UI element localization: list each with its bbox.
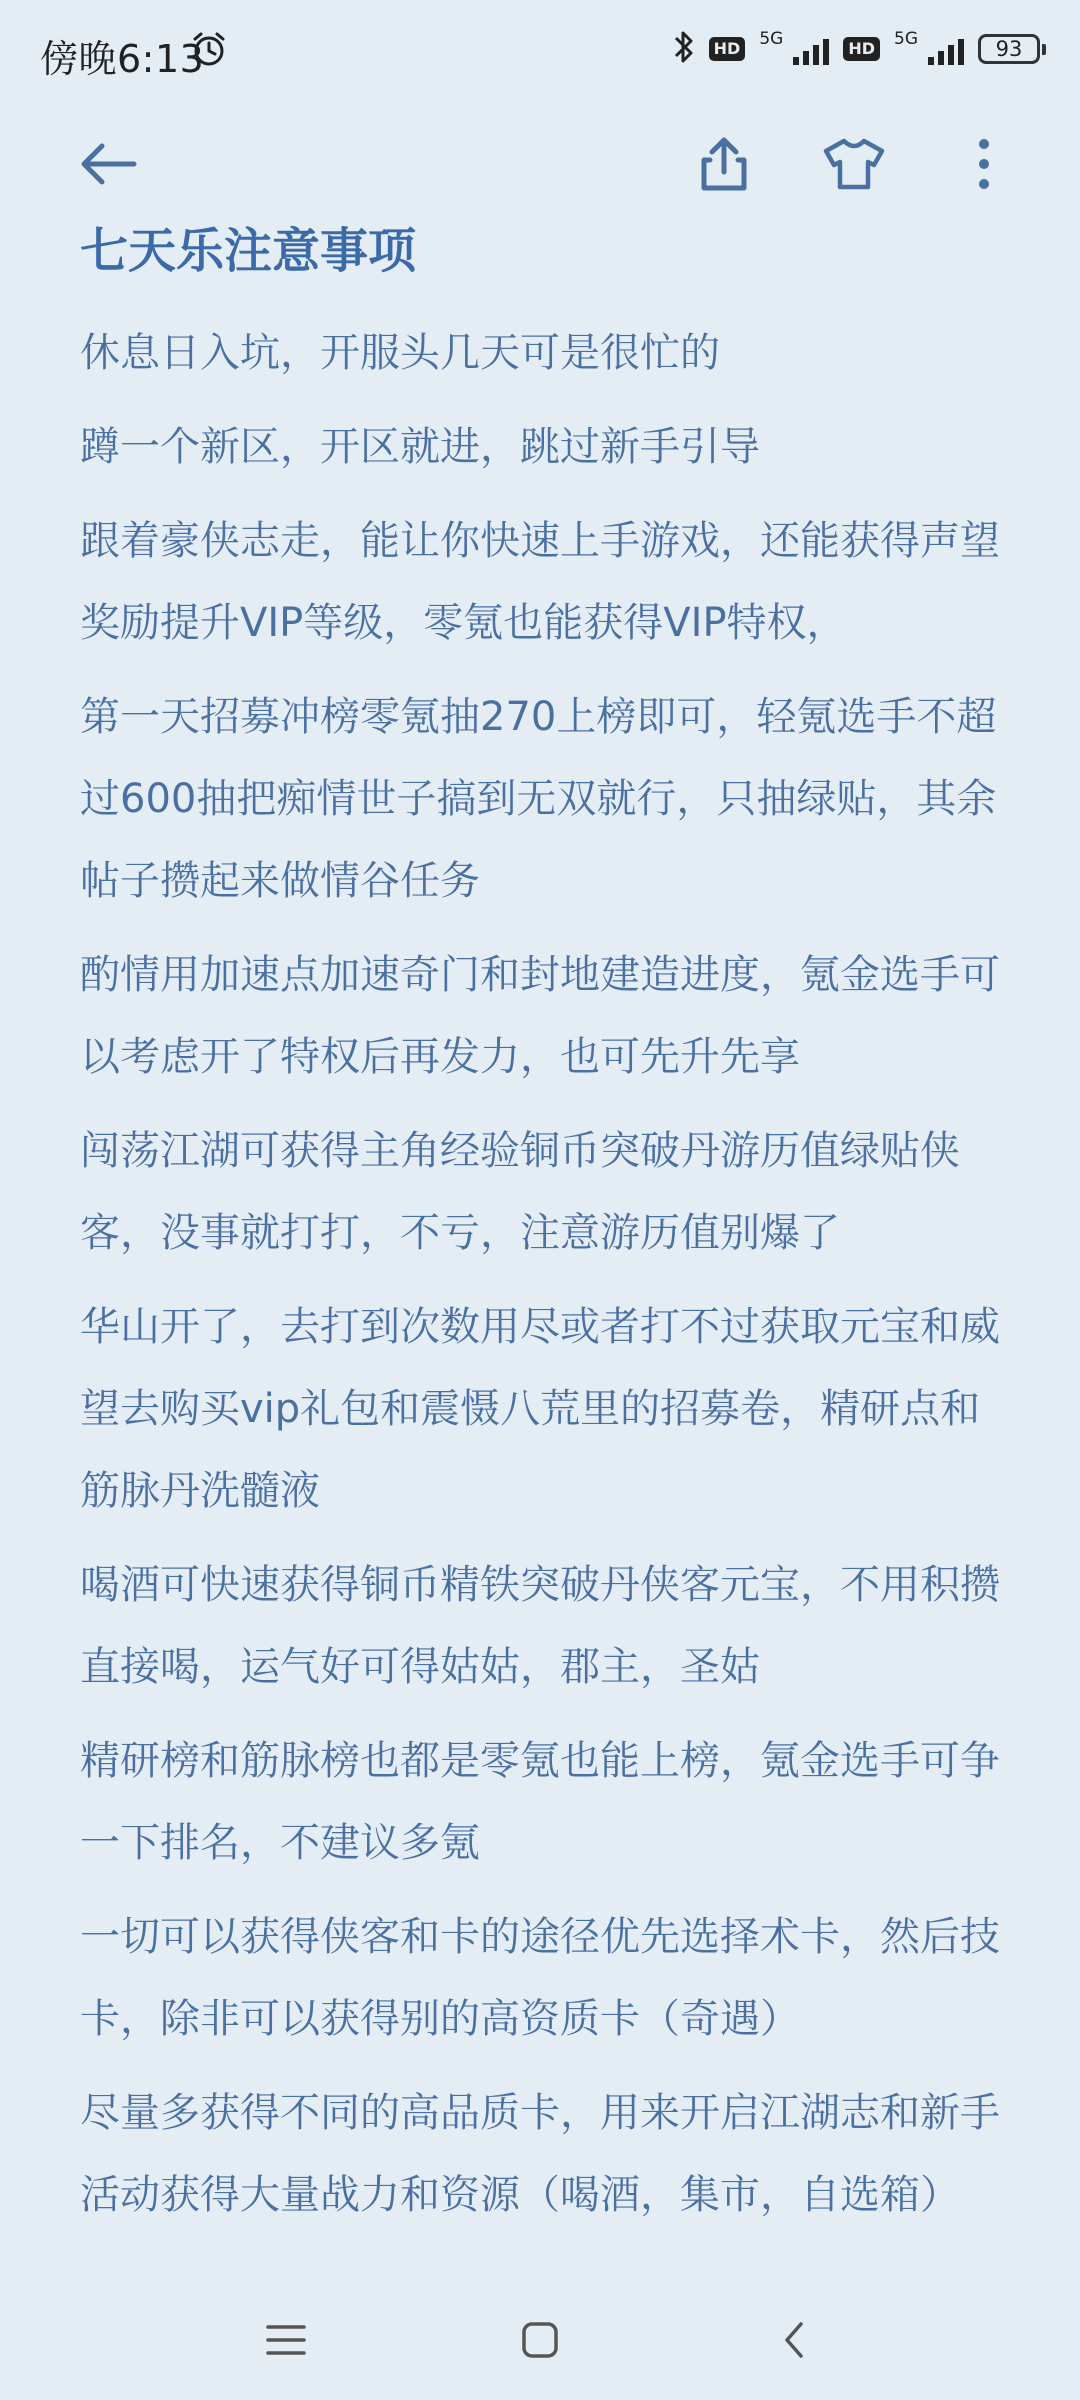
network-type-label: 5G (759, 29, 784, 49)
signal-5g-1 (759, 29, 829, 69)
status-indicators (673, 28, 1040, 70)
more-icon[interactable] (950, 130, 1018, 198)
system-nav-bar (0, 2290, 1080, 2380)
network-type-label: 5G (894, 29, 918, 49)
note-paragraph: 第一天招募冲榜零氪抽270上榜即可，轻氪选手不超过600抽把痴情世子搞到无双就行，只抽绿贴，其余帖子攒起来做情谷任务 (80, 694, 997, 904)
note-paragraph: 蹲一个新区，开区就进，跳过新手引导 (80, 424, 760, 470)
hd-badge: HD (709, 37, 746, 61)
note-paragraph: 跟着豪侠志走，能让你快速上手游戏，还能获得声望奖励提升VIP等级，零氪也能获得VIP特权， (80, 518, 1000, 646)
note-body[interactable] (80, 312, 1015, 2248)
note-paragraph: 一切可以获得侠客和卡的途径优先选择术卡，然后技卡，除非可以获得别的高资质卡（奇遇） (80, 1914, 1000, 2042)
back-icon[interactable] (764, 2310, 824, 2370)
note-paragraph: 酌情用加速点加速奇门和封地建造进度，氪金选手可以考虑开了特权后再发力，也可先升先享 (80, 952, 1000, 1080)
note-paragraph: 休息日入坑，开服头几天可是很忙的 (80, 330, 720, 376)
status-bar (0, 0, 1080, 104)
note-paragraph: 华山开了，去打到次数用尽或者打不过获取元宝和威望去购买vip礼包和震慑八荒里的招募卷，精研点和筋脉丹洗髓液 (80, 1304, 1000, 1514)
tshirt-icon[interactable] (820, 130, 888, 198)
battery-indicator: 93 (978, 34, 1040, 64)
note-title[interactable]: 七天乐注意事项 (80, 223, 417, 279)
note-paragraph: 闯荡江湖可获得主角经验铜币突破丹游历值绿贴侠客，没事就打打，不亏，注意游历值别爆了 (80, 1128, 960, 1256)
note-toolbar (0, 108, 1080, 218)
signal-bars-icon (793, 39, 829, 65)
home-icon[interactable] (510, 2310, 570, 2370)
status-time: 傍晚6:13 (40, 37, 205, 81)
alarm-icon (190, 30, 228, 72)
note-paragraph: 喝酒可快速获得铜币精铁突破丹侠客元宝，不用积攒直接喝，运气好可得姑姑，郡主，圣姑 (80, 1562, 1000, 1690)
back-arrow-icon[interactable] (74, 130, 142, 198)
note-paragraph: 尽量多获得不同的高品质卡，用来开启江湖志和新手活动获得大量战力和资源（喝酒，集市，自选箱） (80, 2090, 1000, 2218)
signal-5g-2 (894, 29, 964, 69)
signal-bars-icon (928, 39, 964, 65)
bluetooth-icon (673, 28, 695, 70)
menu-icon[interactable] (256, 2310, 316, 2370)
share-icon[interactable] (690, 130, 758, 198)
hd-badge: HD (843, 37, 880, 61)
note-paragraph: 精研榜和筋脉榜也都是零氪也能上榜，氪金选手可争一下排名，不建议多氪 (80, 1738, 1000, 1866)
